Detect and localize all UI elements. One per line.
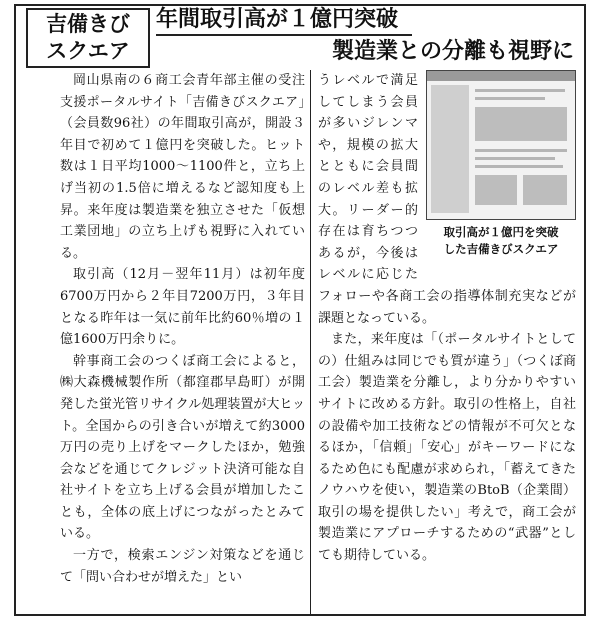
website-screenshot-image: [426, 70, 576, 220]
paragraph: また，来年度は「（ポータルサイトとしての）仕組みは同じでも質が違う」（つくぼ商工会）製造業を分離し，より分かりやすいサイトに改める方針。取引の性格上，自社の設備や加工技術などの情報が不可欠となるほか，「信頼」「安心」がキーワードになるため色にも配慮が求められ，「蓄えてきたノウハウを使い，製造業のBtoB（企業間）取引の場を提供したい」考えで，商工会が製造業にアプローチするための“武器”としても期待している。: [318, 332, 576, 564]
column-divider: [310, 70, 311, 614]
paragraph: 幹事商工会のつくぼ商工会によると，㈱大森機械製作所（都窪郡早島町）が開発した蛍光管リサイクル処理装置が大ヒット。全国からの引き合いが増えて約3000万円の売り上げをマークしたほか，勉強会などを通じてクレジット決済可能な自社サイトを立ち上げる会員が増加したことも，全体の底上げにつながったとみている。: [60, 353, 305, 542]
main-headline-text: 年間取引高が１億円突破: [156, 7, 399, 32]
headline-rule: [156, 34, 412, 36]
kicker-line-2: スクエア: [46, 39, 130, 63]
paragraph: 取引高（12月－翌年11月）は初年度6700万円から２年目7200万円，３年目となる昨年は一気に前年比約60％増の１億1600万円余りに。: [60, 267, 305, 348]
figure-caption: [426, 224, 576, 258]
website-screenshot-figure: [426, 70, 576, 266]
caption-line-1: 取引高が１億円を突破: [443, 225, 559, 239]
main-headline: [156, 6, 576, 34]
paragraph: うレベルで満足してしまう会員が多いジレンマや，規模の拡大とともに会員間のレベル差も拡大。リーダー的存在は育ちつつあるが，今後はレベルに応じたフォローや各商工会の指導体制充実などが課題となっている。: [318, 73, 576, 326]
paragraph: 一方で，検索エンジン対策などを通じて「問い合わせが増えた」とい: [60, 548, 305, 585]
paragraph: 岡山県南の６商工会青年部主催の受注支援ポータルサイト「吉備きびスクエア」（会員数96社）の年間取引高が，開設３年目で初めて１億円を突破した。ヒット数は１日平均1000～1100件と，立ち上げ当初の1.5倍に増えるなど認知度も上昇。来年度は製造業を独立させた「仮想工業団地」の立ち上げも視野に入れている。: [60, 73, 305, 261]
caption-line-2: した吉備きびスクエア: [443, 242, 559, 256]
article-body: [60, 70, 580, 614]
sub-headline: 製造業との分離も視野に: [331, 39, 574, 64]
section-kicker: [26, 8, 150, 68]
right-column: [318, 70, 576, 567]
kicker-line-1: 吉備きび: [46, 12, 130, 36]
left-column: [60, 70, 305, 588]
